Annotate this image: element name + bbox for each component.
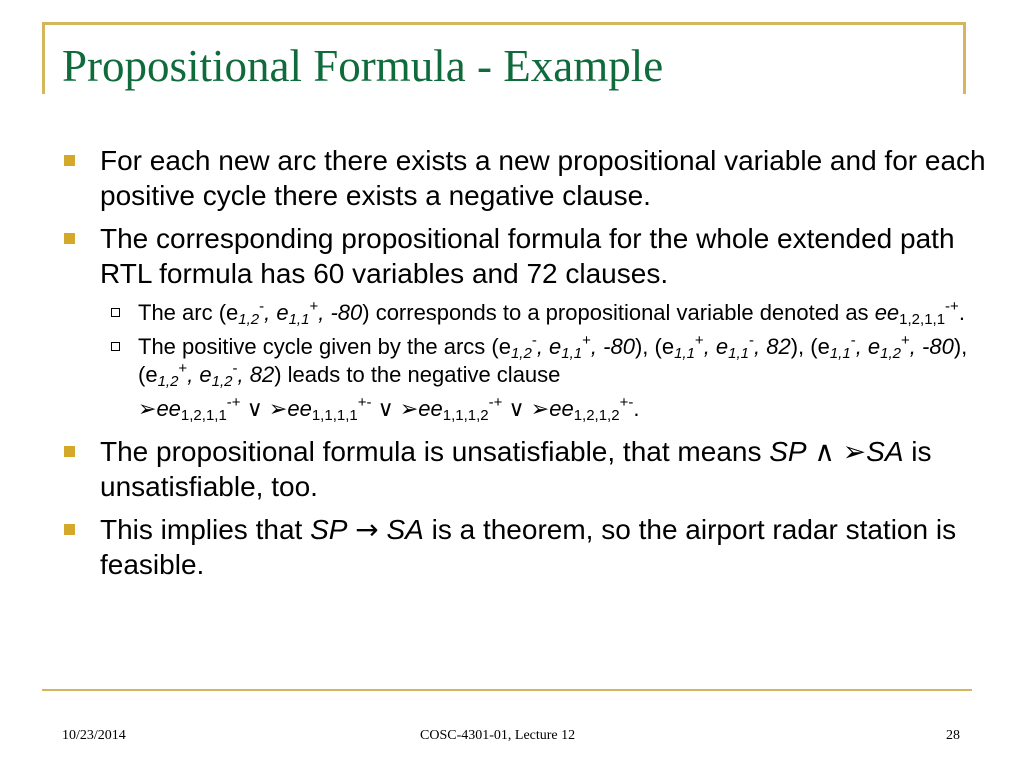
- negation-arrow-icon: ➢: [842, 435, 867, 468]
- footer-course: COSC-4301-01, Lecture 12: [420, 728, 576, 743]
- slide-title: Propositional Formula - Example: [62, 41, 664, 91]
- square-bullet-icon: [64, 446, 75, 457]
- bullet-3: [62, 434, 1010, 504]
- hollow-square-bullet-icon: [111, 342, 120, 351]
- frame-left-line: [42, 22, 45, 94]
- footer-rule: [42, 689, 972, 691]
- bullet-1: [62, 143, 1010, 213]
- implies-arrow-icon: →: [355, 513, 379, 546]
- bullet-4: [62, 512, 1010, 582]
- or-symbol-icon: ∨: [508, 397, 525, 422]
- or-symbol-icon: ∨: [246, 397, 263, 422]
- sub-bullet-1: [62, 299, 1010, 327]
- footer-page-number: 28: [946, 728, 960, 743]
- and-symbol-icon: ∧: [814, 435, 835, 468]
- bullet-2-text: The corresponding propositional formula for the whole extended path RTL formula has 60 variables and 72 clauses.: [100, 223, 955, 289]
- sub-bullet-2-text: The positive cycle given by the arcs ($e_{1,2}^-$, $e_{1,1}^+$, -80), ($e_{1,1}^+$, $e_{1,1}^-$, 82), ($e_{1,1}^-$, $e_{1,2}^+$, -80), ($e_{1,2}^+$, $e_{1,2}^-$, 82) leads to the negative clause: [138, 332, 968, 390]
- square-bullet-icon: [64, 524, 75, 535]
- negative-clause-formula: $➢ee_{1,2,1,1}^{-+}$ ∨ $➢ee_{1,1,1,1}^{+-}$ ∨ $➢ee_{1,1,1,2}^{-+}$ ∨ $➢ee_{1,2,1,2}^{+-}$.: [138, 394, 640, 424]
- negation-arrow-icon: ➢: [268, 397, 288, 422]
- frame-top-line: [42, 22, 966, 25]
- bullet-2: [62, 221, 1010, 291]
- negation-arrow-icon: ➢: [399, 397, 419, 422]
- hollow-square-bullet-icon: [111, 308, 120, 317]
- square-bullet-icon: [64, 233, 75, 244]
- sub-bullet-2: [62, 333, 1010, 389]
- or-symbol-icon: ∨: [377, 397, 394, 422]
- negation-arrow-icon: ➢: [530, 397, 550, 422]
- footer-date: 10/23/2014: [62, 728, 126, 743]
- slide-content: [62, 143, 1010, 590]
- square-bullet-icon: [64, 155, 75, 166]
- bullet-4-text: This implies that SP → SA is a theorem, so the airport radar station is feasible.: [100, 513, 957, 580]
- sub-bullet-1-text: The arc ($e_{1,2}^-$, $e_{1,1}^+$, -80) corresponds to a propositional variable denoted as $ee_{1,2,1,1}^{-+}$.: [138, 298, 965, 328]
- negation-arrow-icon: ➢: [138, 397, 157, 422]
- bullet-3-text: The propositional formula is unsatisfiable, that means SP ∧ ➢SA is unsatisfiable, too.: [100, 435, 932, 502]
- bullet-1-text: For each new arc there exists a new propositional variable and for each positive cycle there exists a negative clause.: [100, 145, 986, 211]
- frame-right-line: [963, 22, 966, 94]
